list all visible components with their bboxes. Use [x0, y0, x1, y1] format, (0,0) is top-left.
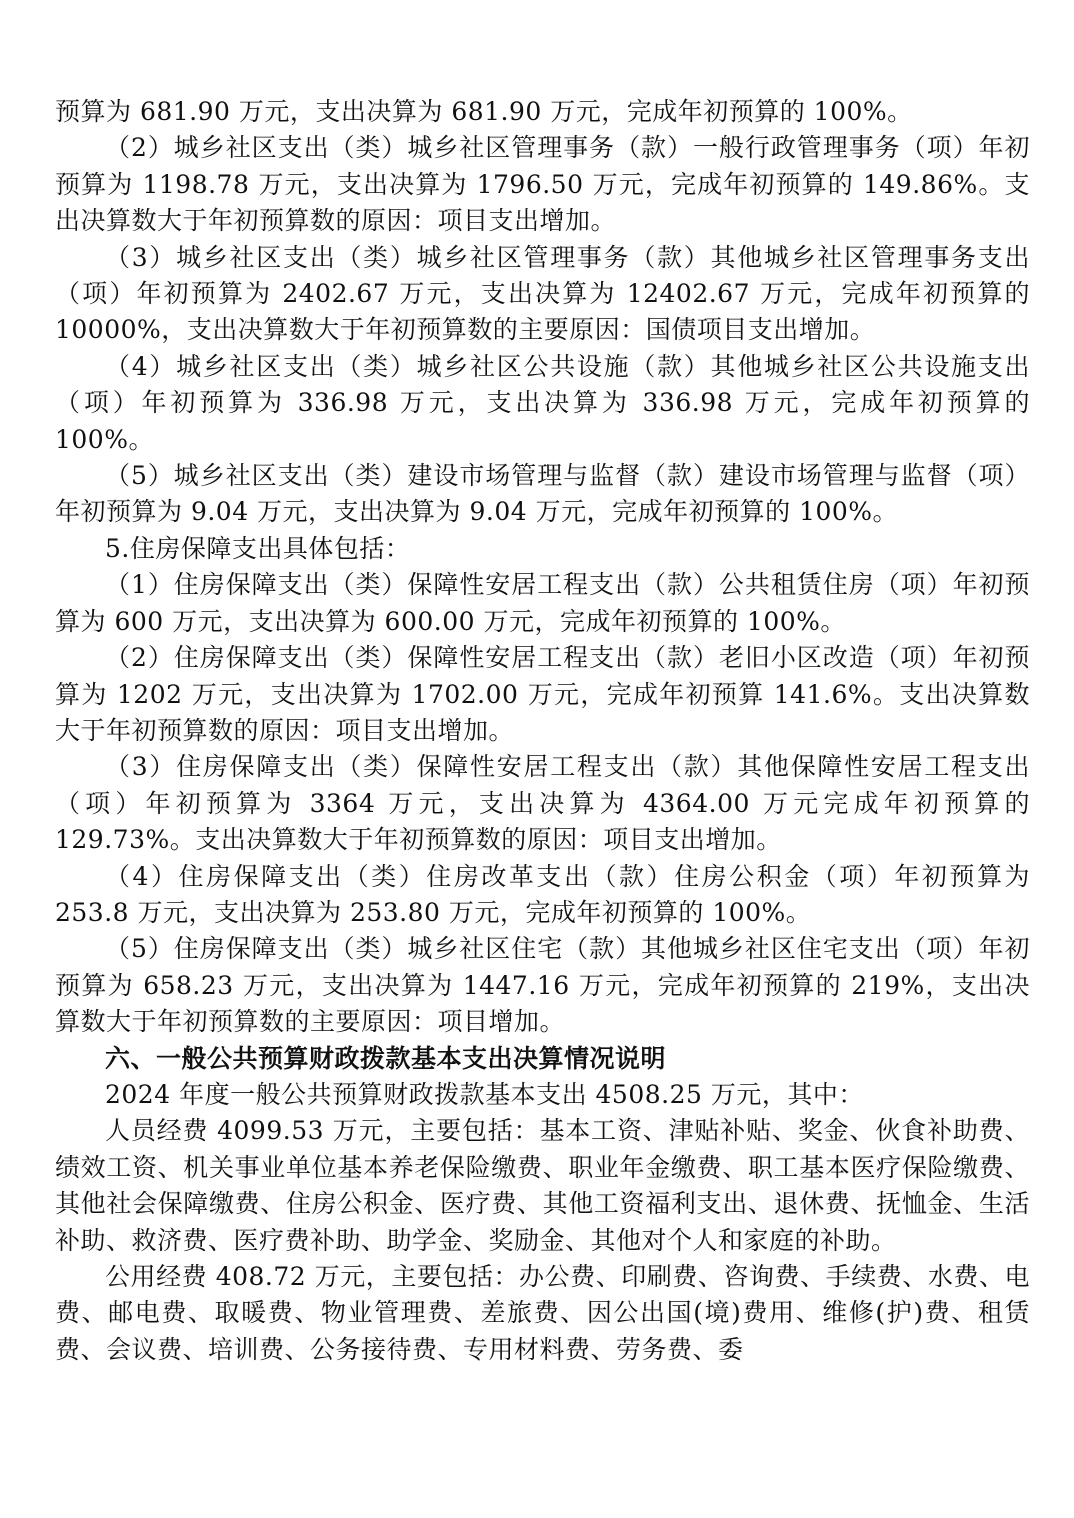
section-heading: 六、一般公共预算财政拨款基本支出决算情况说明 — [105, 1043, 667, 1073]
paragraph-basic-expenditure-total: 2024 年度一般公共预算财政拨款基本支出 4508.25 万元，其中： — [105, 1079, 864, 1109]
paragraph-housing-intro: 5.住房保障支出具体包括： — [105, 533, 411, 563]
paragraph-public-expenses: 公用经费 408.72 万元，主要包括：办公费、印刷费、咨询费、手续费、水费、电费、邮电费、取暖费、物业管理费、差旅费、因公出国(境)费用、维修(护)费、租赁费、会议费、培训费、公务接待费、专用材料费、劳务费、委 — [55, 1262, 1030, 1364]
paragraph-other-urban-housing: （5）住房保障支出（类）城乡社区住宅（款）其他城乡社区住宅支出（项）年初预算为 658.23 万元，支出决算为 1447.16 万元，完成年初预算的 219%，支出决算数大于年初预算数的主要原因：项目增加。 — [55, 934, 1030, 1037]
paragraph-urban-other-management: （3）城乡社区支出（类）城乡社区管理事务（款）其他城乡社区管理事务支出（项）年初预算为 2402.67 万元，支出决算为 12402.67 万元，完成年初预算的 10000%，支出决算数大于年初预算数的主要原因：国债项目支出增加。 — [55, 242, 1030, 345]
paragraph-urban-admin-affairs: （2）城乡社区支出（类）城乡社区管理事务（款）一般行政管理事务（项）年初预算为 1198.78 万元，支出决算为 1796.50 万元，完成年初预算的 149.86%。支出决算数大于年初预算数的原因：项目支出增加。 — [55, 133, 1030, 236]
paragraph-housing-provident-fund: （4）住房保障支出（类）住房改革支出（款）住房公积金（项）年初预算为 253.8 万元，支出决算为 253.80 万元，完成年初预算的 100%。 — [55, 861, 1030, 927]
paragraph-old-community-renovation: （2）住房保障支出（类）保障性安居工程支出（款）老旧小区改造（项）年初预算为 1202 万元，支出决算为 1702.00 万元，完成年初预算 141.6%。支出决算数大于年初预算数的原因：项目支出增加。 — [55, 643, 1030, 745]
paragraph-personnel-expenses: 人员经费 4099.53 万元，主要包括：基本工资、津贴补贴、奖金、伙食补助费、绩效工资、机关事业单位基本养老保险缴费、职业年金缴费、职工基本医疗保险缴费、其他社会保障缴费、住房公积金、医疗费、其他工资福利支出、退休费、抚恤金、生活补助、救济费、医疗费补助、助学金、奖励金、其他对个人和家庭的补助。 — [55, 1116, 1030, 1255]
paragraph-budget-continuation: 预算为 681.90 万元，支出决算为 681.90 万元，完成年初预算的 100%。 — [55, 97, 913, 126]
paragraph-other-affordable-housing: （3）住房保障支出（类）保障性安居工程支出（款）其他保障性安居工程支出（项）年初预算为 3364 万元，支出决算为 4364.00 万元完成年初预算的 129.73%。支出决算数大于年初预算数的原因：项目支出增加。 — [55, 752, 1030, 855]
paragraph-construction-market: （5）城乡社区支出（类）建设市场管理与监督（款）建设市场管理与监督（项）年初预算为 9.04 万元，支出决算为 9.04 万元，完成年初预算的 100%。 — [55, 461, 1030, 527]
paragraph-public-rental-housing: （1）住房保障支出（类）保障性安居工程支出（款）公共租赁住房（项）年初预算为 600 万元，支出决算为 600.00 万元，完成年初预算的 100%。 — [55, 570, 1030, 636]
paragraph-urban-public-facilities: （4）城乡社区支出（类）城乡社区公共设施（款）其他城乡社区公共设施支出（项）年初预算为 336.98 万元，支出决算为 336.98 万元，完成年初预算的 100%。 — [55, 351, 1030, 454]
document-body — [55, 94, 1030, 1368]
